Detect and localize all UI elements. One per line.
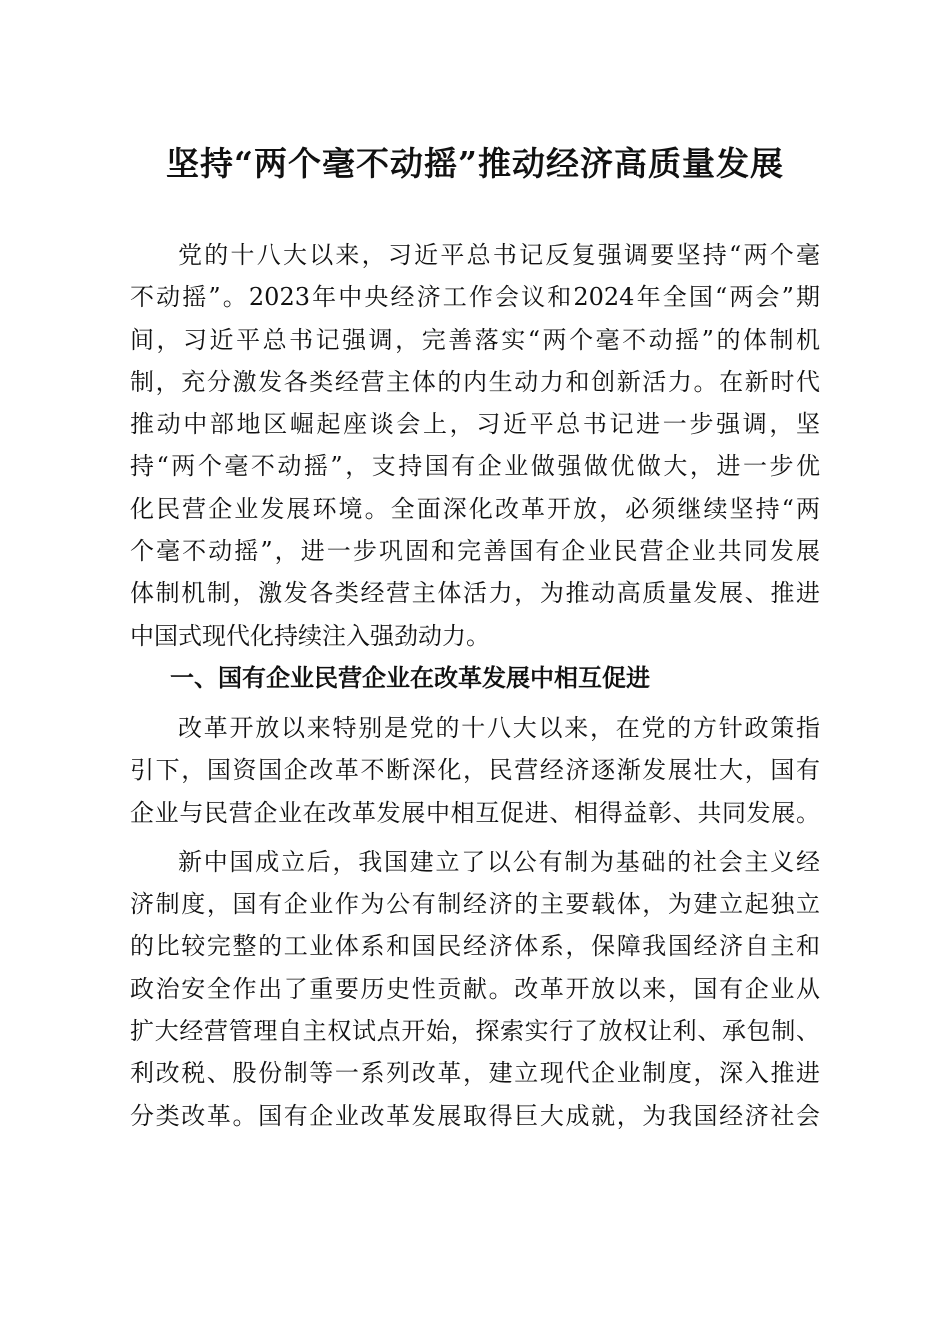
text-line: 中国式现代化持续注入强劲动力。 (130, 621, 490, 650)
text-line: 体制机制，激发各类经营主体活力，为推动高质量发展、推进 (130, 579, 820, 608)
text-line: 个毫不动摇”，进一步巩固和完善国有企业民营企业共同发展 (130, 537, 820, 566)
text-line: 推动中部地区崛起座谈会上，习近平总书记进一步强调，坚 (130, 410, 820, 439)
text-line: 引下，国资国企改革不断深化，民营经济逐渐发展壮大，国有 (130, 756, 820, 785)
text-line: 间，习近平总书记强调，完善落实“两个毫不动摇”的体制机 (130, 325, 820, 354)
text-line: 不动摇”。2023年中央经济工作会议和2024年全国“两会”期 (130, 283, 820, 312)
text-line: 扩大经营管理自主权试点开始，探索实行了放权让利、承包制、 (130, 1017, 820, 1046)
text-line: 政治安全作出了重要历史性贡献。改革开放以来，国有企业从 (130, 974, 820, 1003)
text-line: 化民营企业发展环境。全面深化改革开放，必须继续坚持“两 (130, 494, 820, 523)
text-line: 济制度，国有企业作为公有制经济的主要载体，为建立起独立 (130, 890, 820, 919)
paragraph (130, 707, 820, 834)
text-line: 利改税、股份制等一系列改革，建立现代企业制度，深入推进 (130, 1059, 820, 1088)
text-line: 新中国成立后，我国建立了以公有制为基础的社会主义经 (178, 847, 820, 876)
section-heading: 一、国有企业民营企业在改革发展中相互促进 (170, 663, 650, 692)
text-line: 制，充分激发各类经营主体的内生动力和创新活力。在新时代 (130, 367, 820, 396)
text-line: 党的十八大以来，习近平总书记反复强调要坚持“两个毫 (178, 241, 820, 269)
text-line: 企业与民营企业在改革发展中相互促进、相得益彰、共同发展。 (130, 798, 820, 827)
text-line: 持“两个毫不动摇”，支持国有企业做强做优做大，进一步优 (130, 452, 820, 481)
text-line: 分类改革。国有企业改革发展取得巨大成就，为我国经济社会 (130, 1101, 820, 1130)
paragraph (130, 841, 820, 1137)
document-title: 坚持“两个毫不动摇”推动经济高质量发展 (166, 144, 784, 183)
text-line: 改革开放以来特别是党的十八大以来，在党的方针政策指 (178, 713, 820, 742)
paragraph (130, 234, 820, 657)
document-body (130, 234, 820, 1137)
text-line: 的比较完整的工业体系和国民经济体系，保障我国经济自主和 (130, 932, 820, 961)
